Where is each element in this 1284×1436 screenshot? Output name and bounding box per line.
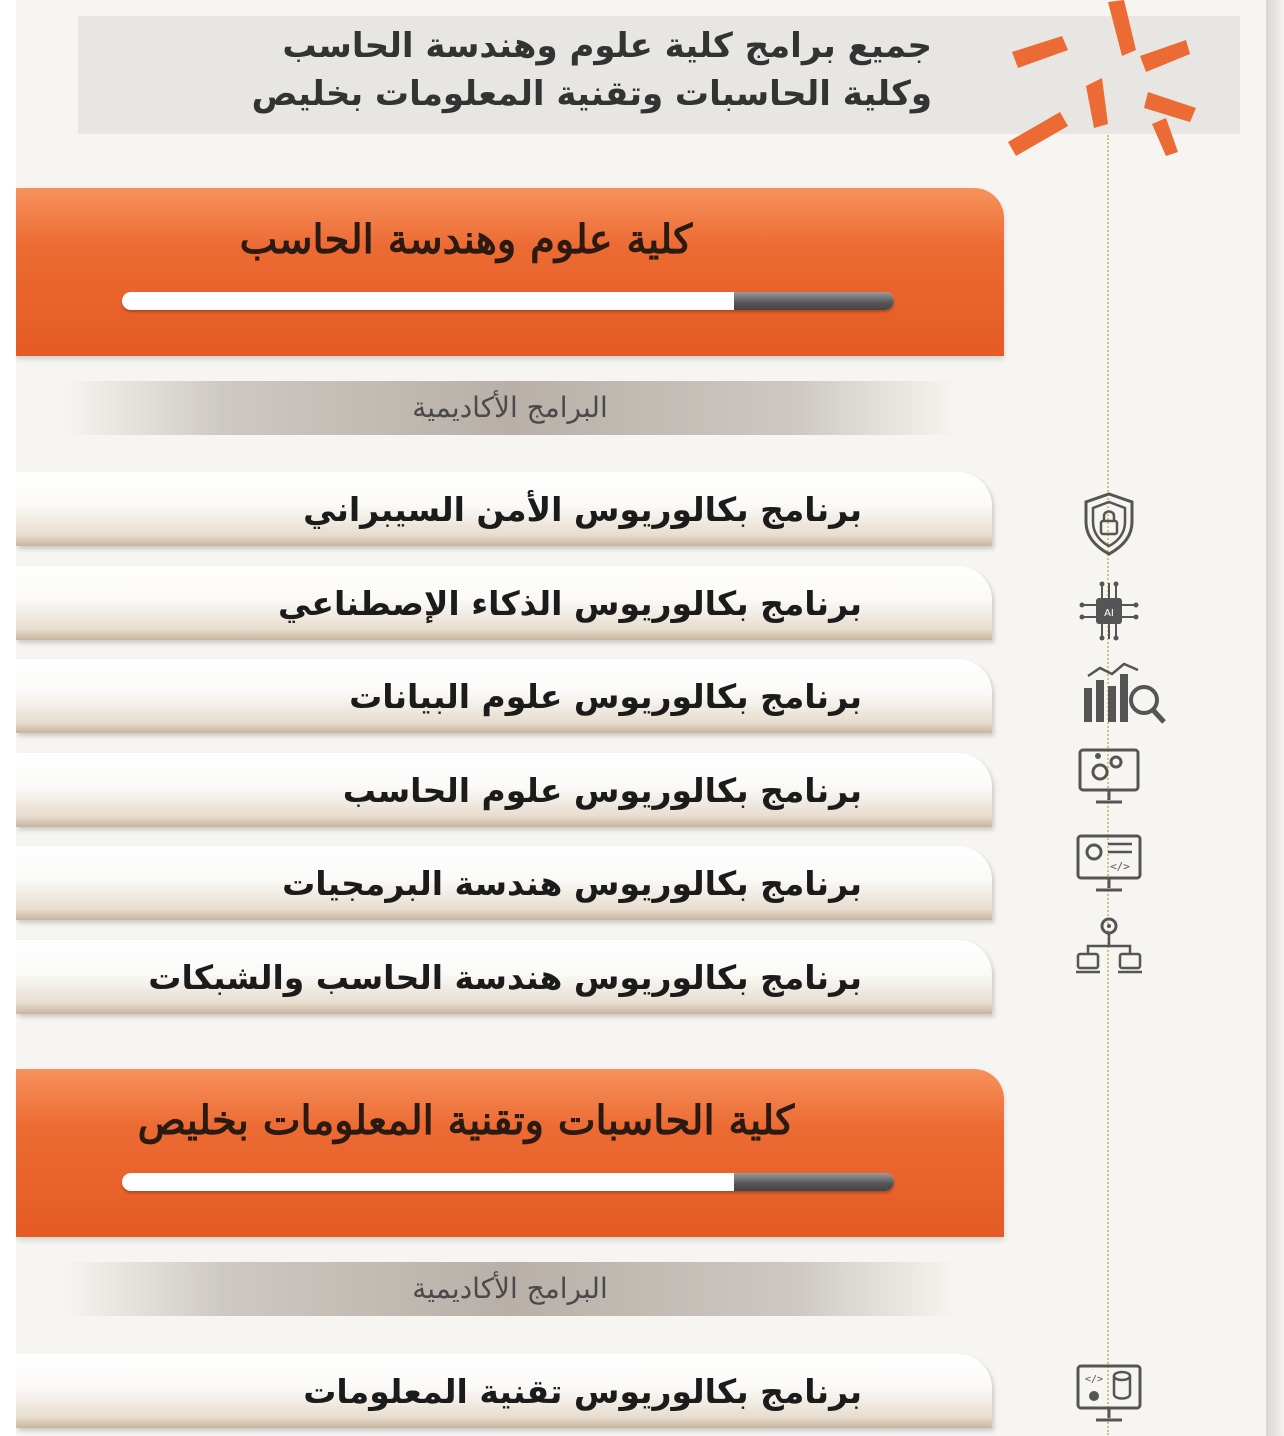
college-banner-2 (16, 1069, 1004, 1237)
it-database-monitor-icon (1068, 1360, 1150, 1426)
program-label: برنامج بكالوريوس علوم الحاسب (342, 771, 862, 810)
network-computers-icon (1068, 912, 1150, 978)
program-row (16, 566, 992, 640)
orange-burst-logo (990, 0, 1200, 160)
security-shield-icon (1068, 490, 1150, 556)
program-label: برنامج بكالوريوس الذكاء الإصطناعي (278, 584, 862, 623)
infographic-page (16, 0, 1266, 1436)
college-title: كلية الحاسبات وتقنية المعلومات بخليص (137, 1097, 795, 1144)
program-label: برنامج بكالوريوس هندسة الحاسب والشبكات (148, 958, 862, 997)
page-edge-shadow (1266, 0, 1284, 1436)
program-label: برنامج بكالوريوس هندسة البرمجيات (282, 864, 862, 903)
computer-gears-icon (1068, 742, 1150, 808)
section-label-academic-programs: البرامج الأكاديمية (64, 381, 956, 435)
header-line-2: وكلية الحاسبات وتقنية المعلومات بخليص (251, 74, 932, 114)
program-row (16, 940, 992, 1014)
svg-text:</>: </> (1084, 1374, 1104, 1385)
college-title: كلية علوم وهندسة الحاسب (239, 216, 693, 263)
program-row (16, 846, 992, 920)
program-label: برنامج بكالوريوس علوم البيانات (349, 677, 862, 716)
college-banner-1 (16, 188, 1004, 356)
section-label-academic-programs: البرامج الأكاديمية (64, 1262, 956, 1316)
banner-divider-bar (122, 292, 894, 310)
header-line-1: جميع برامج كلية علوم وهندسة الحاسب (282, 26, 932, 66)
svg-text:AI: AI (1104, 608, 1114, 619)
program-row (16, 659, 992, 733)
ai-chip-icon (1068, 578, 1150, 644)
software-code-monitor-icon (1068, 830, 1150, 896)
program-row (16, 1354, 992, 1428)
banner-divider-bar (122, 1173, 894, 1191)
program-row (16, 753, 992, 827)
program-label: برنامج بكالوريوس تقنية المعلومات (303, 1372, 862, 1411)
program-label: برنامج بكالوريوس الأمن السيبراني (303, 490, 862, 529)
data-analytics-icon (1078, 660, 1170, 726)
svg-text:</>: </> (1110, 860, 1130, 873)
program-row (16, 472, 992, 546)
